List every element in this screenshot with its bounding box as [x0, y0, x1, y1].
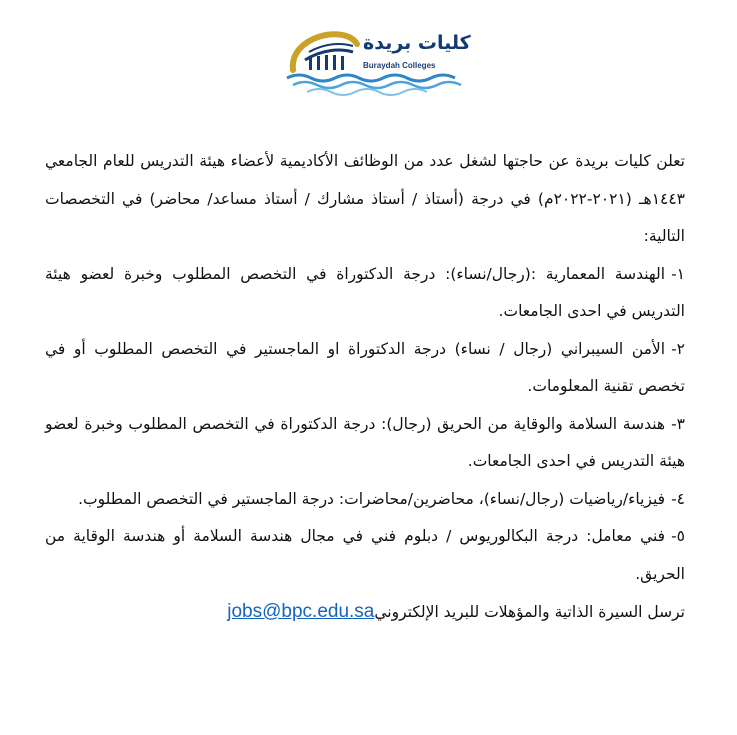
- logo-emblem-icon: [283, 18, 468, 98]
- announcement-intro: تعلن كليات بريدة عن حاجتها لشغل عدد من الوظائف الأكاديمية لأعضاء هيئة التدريس للعام الجامعي ١٤٤٣هـ (٢٠٢١-٢٠٢٢م) في درجة (أستاذ / أستاذ مشارك / أستاذ مساعد/ محاضر) في التخصصات التالية:: [45, 152, 685, 245]
- list-item: [45, 481, 685, 519]
- list-item: [45, 256, 685, 331]
- item-text: فني معامل: درجة البكالوريوس / دبلوم فني في مجال هندسة السلامة أو هندسة الوقاية من الحريق.: [45, 527, 685, 583]
- closing-text: ترسل السيرة الذاتية والمؤهلات للبريد الإلكتروني: [374, 603, 685, 621]
- item-text: فيزياء/رياضيات (رجال/نساء)، محاضرين/محاضرات: درجة الماجستير في التخصص المطلوب.: [78, 489, 666, 508]
- item-text: هندسة السلامة والوقاية من الحريق (رجال): درجة الدكتوراة في التخصص المطلوب وخبرة لعضو هيئة التدريس في احدى الجامعات.: [45, 414, 685, 470]
- item-number: ٤-: [671, 489, 685, 508]
- announcement-body: [45, 143, 685, 632]
- list-item: [45, 406, 685, 481]
- logo-english-name: Buraydah Colleges: [363, 61, 436, 70]
- list-item: [45, 518, 685, 593]
- logo-arabic-name: كليات بريدة: [363, 32, 471, 54]
- item-number: ١-: [671, 264, 685, 283]
- item-text: الهندسة المعمارية :(رجال/نساء): درجة الدكتوراة في التخصص المطلوب وخبرة لعضو هيئة التدريس في احدى الجامعات.: [45, 264, 685, 320]
- closing-line: [45, 593, 685, 632]
- list-item: [45, 331, 685, 406]
- college-logo: [283, 18, 471, 98]
- item-number: ٥-: [671, 527, 685, 545]
- email-link[interactable]: jobs@bpc.edu.sa: [227, 601, 375, 622]
- item-number: ٢-: [671, 339, 685, 358]
- item-number: ٣-: [671, 414, 685, 433]
- item-text: الأمن السيبراني (رجال / نساء) درجة الدكتوراة او الماجستير في التخصص المطلوب أو في تخصص تقنية المعلومات.: [45, 339, 685, 395]
